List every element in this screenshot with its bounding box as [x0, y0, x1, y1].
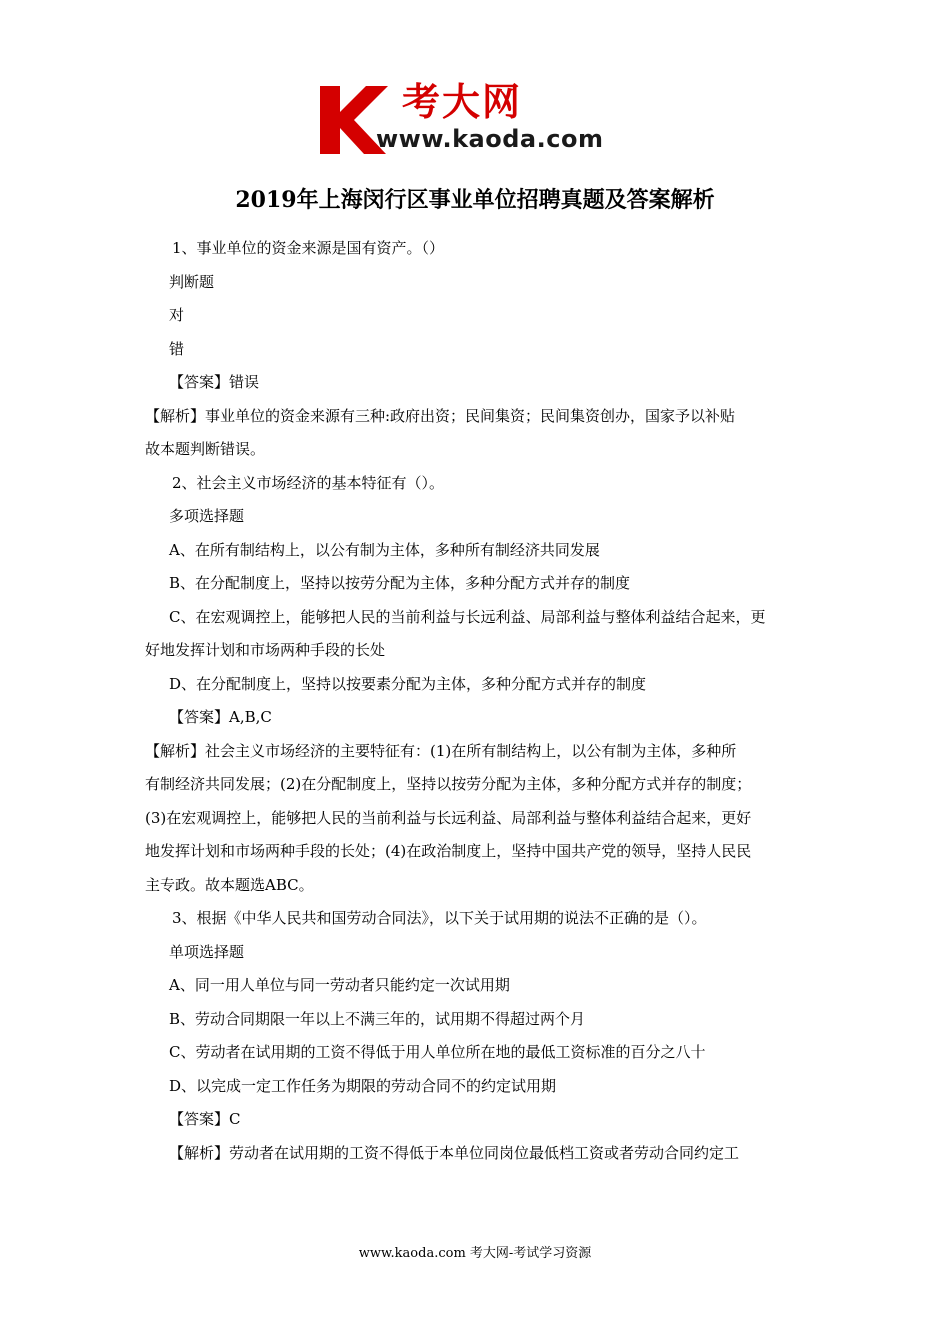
- analysis-2-line-2: 有制经济共同发展；(2)在分配制度上，坚持以按劳分配为主体，多种分配方式并存的制度；: [145, 775, 752, 793]
- question-1: 1、事业单位的资金来源是国有资产。（）: [172, 239, 445, 257]
- analysis-2-line-4: 地发挥计划和市场两种手段的长处；(4)在政治制度上，坚持中国共产党的领导，坚持人民民: [145, 842, 752, 860]
- question-2-option-b: B、在分配制度上，坚持以按劳分配为主体，多种分配方式并存的制度: [169, 574, 631, 592]
- question-2-option-c-cont: 好地发挥计划和市场两种手段的长处: [145, 641, 386, 659]
- page-footer: www.kaoda.com 考大网-考试学习资源: [358, 1246, 592, 1261]
- question-1-type: 判断题: [169, 272, 215, 291]
- kaoda-logo: [318, 80, 638, 160]
- analysis-3-line-1: 【解析】劳动者在试用期的工资不得低于本单位同岗位最低档工资或者劳动合同约定工: [169, 1143, 740, 1162]
- question-2-option-a: A、在所有制结构上，以公有制为主体，多种所有制经济共同发展: [169, 540, 600, 559]
- question-3-type: 单项选择题: [169, 942, 245, 961]
- question-3-option-b: B、劳动合同期限一年以上不满三年的，试用期不得超过两个月: [169, 1009, 586, 1028]
- logo-url-text: www.kaoda.com: [376, 125, 604, 153]
- question-2-type: 多项选择题: [169, 507, 245, 525]
- question-3-option-d: D、以完成一定工作任务为期限的劳动合同不的约定试用期: [169, 1076, 557, 1095]
- page-title: 2019年上海闵行区事业单位招聘真题及答案解析: [235, 187, 715, 213]
- logo-brand-text: 考大网: [402, 80, 523, 124]
- question-3-option-a: A、同一用人单位与同一劳动者只能约定一次试用期: [169, 976, 510, 994]
- question-2-option-c: C、在宏观调控上，能够把人民的当前利益与长远利益、局部利益与整体利益结合起来，更: [169, 607, 766, 626]
- question-2: 2、社会主义市场经济的基本特征有（）。: [172, 473, 445, 492]
- answer-2: 【答案】A,B,C: [169, 708, 272, 726]
- question-3-option-c: C、劳动者在试用期的工资不得低于用人单位所在地的最低工资标准的百分之八十: [169, 1043, 706, 1061]
- analysis-1-line-1: 【解析】事业单位的资金来源有三种:政府出资；民间集资；民间集资创办，国家予以补贴: [145, 406, 736, 425]
- analysis-1-line-2: 故本题判断错误。: [145, 440, 266, 458]
- analysis-2-line-5: 主专政。故本题选ABC。: [145, 875, 314, 894]
- option-true: 对: [169, 306, 185, 324]
- answer-1: 【答案】错误: [169, 373, 260, 391]
- option-false: 错: [169, 339, 185, 358]
- analysis-2-line-3: (3)在宏观调控上，能够把人民的当前利益与长远利益、局部利益与整体利益结合起来，更好: [145, 808, 752, 827]
- answer-3: 【答案】C: [169, 1110, 241, 1128]
- question-2-option-d: D、在分配制度上，坚持以按要素分配为主体，多种分配方式并存的制度: [169, 674, 647, 693]
- analysis-2-line-1: 【解析】社会主义市场经济的主要特征有：(1)在所有制结构上，以公有制为主体，多种所: [145, 741, 737, 760]
- document-body: [145, 232, 810, 1170]
- question-3: 3、根据《中华人民共和国劳动合同法》，以下关于试用期的说法不正确的是（）。: [172, 909, 707, 927]
